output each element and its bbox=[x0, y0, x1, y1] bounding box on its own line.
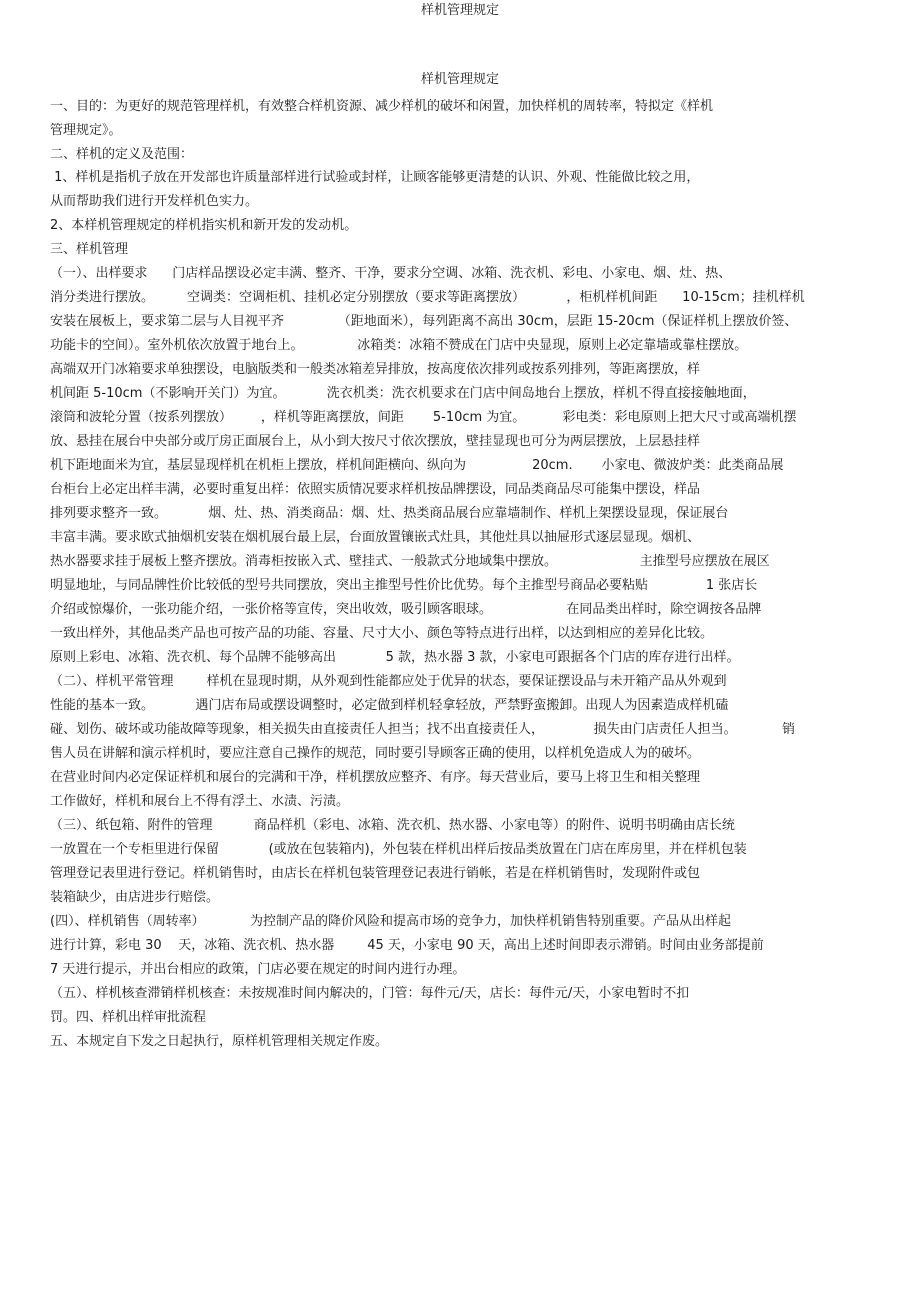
text-line: （二）、样机平常管理 样机在显现时期，从外观到性能都应处于优异的状态，要保证摆设品与未开箱产品从外观到 bbox=[50, 674, 727, 689]
text-line: 明显地址，与同品牌性价比较低的型号共同摆放，突出主推型号性价比优势。每个主推型号商品必要粘贴 1 张店长 bbox=[50, 578, 758, 593]
text-line: 安装在展板上，要求第二层与人目视平齐 （距地面米），每列距离不高出 30cm，层距 15-20cm（保证样机上摆放价签、 bbox=[50, 314, 798, 329]
text-line: 高端双开门冰箱要求单独摆设，电脑版类和一般类冰箱差异排放，按高度依次排列或按系列排列，等距离摆放，样 bbox=[50, 362, 701, 377]
text-line: 工作做好，样机和展台上不得有浮土、水渍、污渍。 bbox=[50, 794, 350, 809]
text-line: 管理登记表里进行登记。样机销售时，由店长在样机包装管理登记表进行销帐，若是在样机销售时，发现附件或包 bbox=[50, 866, 701, 881]
text-line: 一致出样外，其他品类产品也可按产品的功能、容量、尺寸大小、颜色等特点进行出样，以达到相应的差异化比较。 bbox=[50, 626, 714, 641]
text-line: 2、本样机管理规定的样机指实机和新开发的发动机。 bbox=[50, 218, 358, 233]
text-line: 丰富丰满。要求欧式抽烟机安装在烟机展台最上层，台面放置镶嵌式灶具，其他灶具以抽屉形式逐层显现。烟机、 bbox=[50, 530, 701, 545]
text-line: （三）、纸包箱、附件的管理 商品样机（彩电、冰箱、洗衣机、热水器、小家电等）的附件、说明书明确由店长统 bbox=[50, 818, 735, 833]
text-line: 进行计算，彩电 30 天，冰箱、洗衣机、热水器 45 天，小家电 90 天，高出上述时间即表示滞销。时间由业务部提前 bbox=[50, 938, 764, 953]
text-line: 碰、划伤、破坏或功能故障等现象，相关损失由直接责任人担当；找不出直接责任人， 损失由门店责任人担当。 销 bbox=[50, 722, 796, 737]
text-line: 售人员在讲解和演示样机时，要应注意自己操作的规范，同时要引导顾客正确的使用，以样机免造成人为的破坏。 bbox=[50, 746, 701, 761]
text-line: 消分类进行摆放。 空调类：空调柜机、挂机必定分别摆放（要求等距离摆放） ，柜机样机间距 10-15cm；挂机样机 bbox=[50, 290, 805, 305]
text-line: 机间距 5-10cm（不影响开关门）为宜。 洗衣机类：洗衣机要求在门店中间岛地台上摆放，样机不得直接接触地面， bbox=[50, 386, 756, 401]
document-title: 样机管理规定 bbox=[420, 72, 499, 87]
text-line: 热水器要求挂于展板上整齐摆放。消毒柜按嵌入式、壁挂式、一般款式分地域集中摆放。 主推型号应摆放在展区 bbox=[50, 554, 770, 569]
text-line: 装箱缺少，由店进步行赔偿。 bbox=[50, 890, 220, 905]
text-line: (四）、样机销售（周转率） 为控制产品的降价风险和提高市场的竞争力，加快样机销售特别重要。产品从出样起 bbox=[50, 914, 732, 929]
text-line: 罚。四、样机出样审批流程 bbox=[50, 1010, 207, 1025]
text-line: 功能卡的空间）。室外机依次放置于地台上。 冰箱类：冰箱不赞成在门店中央显现，原则上必定靠墙或靠柱摆放。 bbox=[50, 338, 748, 353]
text-line: 1、样机是指机子放在开发部也许质量部样进行试验或封样，让顾客能够更清楚的认识、外观、性能做比较之用， bbox=[50, 170, 700, 185]
text-line: 原则上彩电、冰箱、洗衣机、每个品牌不能够高出 5 款，热水器 3 款，小家电可跟据各个门店的库存进行出样。 bbox=[50, 650, 740, 665]
text-line: 排列要求整齐一致。 烟、灶、热、消类商品：烟、灶、热类商品展台应靠墙制作、样机上架摆设显现，保证展台 bbox=[50, 506, 729, 521]
text-line: 管理规定》。 bbox=[50, 123, 122, 138]
text-line: 三、样机管理 bbox=[50, 242, 129, 257]
document-body bbox=[50, 95, 872, 1054]
text-line: 二、样机的定义及范围： bbox=[50, 147, 194, 162]
text-line: 滚筒和波轮分置（按系列摆放） ，样机等距离摆放，间距 5-10cm 为宜。 彩电类：彩电原则上把大尺寸或高端机摆 bbox=[50, 410, 797, 425]
text-line: 台柜台上必定出样丰满，必要时重复出样：依照实质情况要求样机按品牌摆设，同品类商品尽可能集中摆设，样品 bbox=[50, 482, 701, 497]
text-line: 从而帮助我们进行开发样机色实力。 bbox=[50, 194, 259, 209]
text-line: （一）、出样要求 门店样品摆设必定丰满、整齐、干净，要求分空调、冰箱、洗衣机、彩电、小家电、烟、灶、热、 bbox=[50, 266, 732, 281]
text-line: （五）、样机核查滞销样机核查：未按规准时间内解决的，门管：每件元/天，店长：每件元/天，小家电暂时不扣 bbox=[50, 986, 690, 1001]
text-line: 放、悬挂在展台中央部分或厅房正面展台上，从小到大按尺寸依次摆放，壁挂显现也可分为两层摆放，上层悬挂样 bbox=[50, 434, 701, 449]
page-header: 样机管理规定 bbox=[420, 3, 499, 18]
text-line: 性能的基本一致。 遇门店布局或摆设调整时，必定做到样机轻拿轻放，严禁野蛮搬卸。出现人为因素造成样机磕 bbox=[50, 698, 729, 713]
text-line: 机下距地面米为宜，基层显现样机在机柜上摆放，样机间距横向、纵向为 20cm. 小家电、微波炉类：此类商品展 bbox=[50, 458, 784, 473]
text-line: 一、目的：为更好的规范管理样机，有效整合样机资源、减少样机的破坏和闲置，加快样机的周转率，特拟定《样机 bbox=[50, 99, 714, 114]
text-line: 在营业时间内必定保证样机和展台的完满和干净，样机摆放应整齐、有序。每天营业后，要马上将卫生和相关整理 bbox=[50, 770, 701, 785]
text-line: 介绍或惊爆价，一张功能介绍，一张价格等宣传，突出收效，吸引顾客眼球。 在同品类出样时，除空调按各品牌 bbox=[50, 602, 762, 617]
text-line: 五、本规定自下发之日起执行，原样机管理相关规定作废。 bbox=[50, 1034, 389, 1049]
text-line: 一放置在一个专柜里进行保留 (或放在包装箱内)，外包装在样机出样后按品类放置在门店在库房里，并在样机包装 bbox=[50, 842, 747, 857]
text-line: 7 天进行提示，并出台相应的政策，门店必要在规定的时间内进行办理。 bbox=[50, 962, 466, 977]
